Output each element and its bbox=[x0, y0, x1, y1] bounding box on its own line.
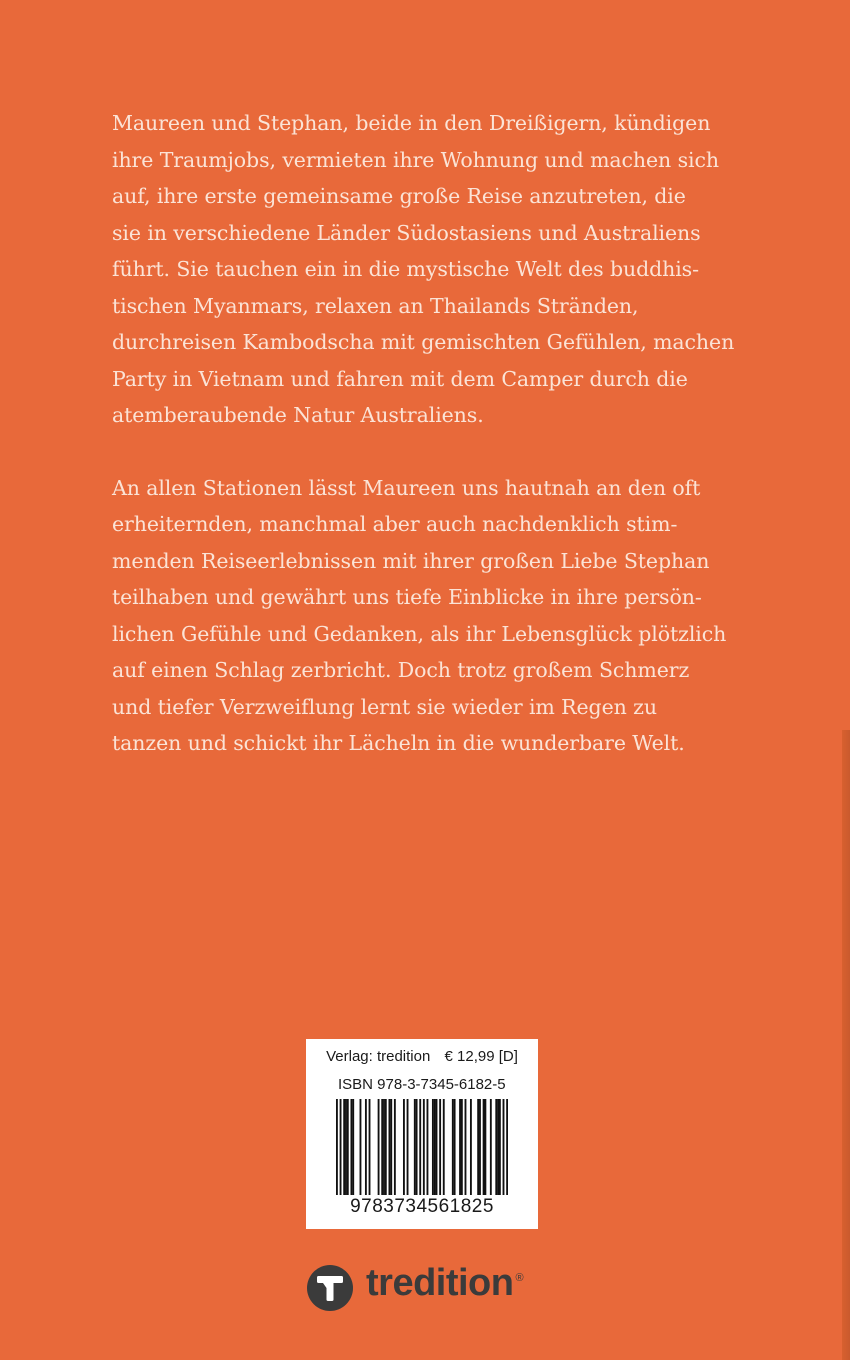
barcode-bar bbox=[427, 1099, 429, 1195]
barcode-bar bbox=[343, 1099, 345, 1195]
barcode-bar bbox=[477, 1099, 479, 1195]
barcode-bar bbox=[419, 1099, 421, 1195]
barcode-digits: 9783734561825 bbox=[350, 1196, 494, 1217]
barcode-bar bbox=[407, 1099, 409, 1195]
barcode-bar bbox=[360, 1099, 362, 1195]
blurb-line: tanzen und schickt ihr Lächeln in die wunderbare Welt. bbox=[112, 731, 685, 755]
blurb-line: auf einen Schlag zerbricht. Doch trotz großem Schmerz bbox=[112, 658, 690, 682]
blurb-line: lichen Gefühle und Gedanken, als ihr Lebensglück plötzlich bbox=[112, 621, 727, 646]
blurb-line: auf, ihre erste gemeinsame große Reise anzutreten, die bbox=[112, 184, 686, 208]
barcode-bar bbox=[452, 1099, 454, 1195]
barcode-bar bbox=[383, 1099, 385, 1195]
barcode-bar bbox=[347, 1099, 349, 1195]
blurb-line: und tiefer Verzweiflung lernt sie wieder im Regen zu bbox=[112, 694, 657, 719]
blurb-line: Maureen und Stephan, beide in den Dreißigern, kündigen bbox=[112, 111, 711, 135]
price-label: € 12,99 [D] bbox=[444, 1048, 518, 1065]
barcode-bar bbox=[461, 1099, 463, 1195]
barcode-bar bbox=[432, 1099, 434, 1195]
barcode-bar bbox=[434, 1099, 436, 1195]
barcode-bar bbox=[454, 1099, 456, 1195]
barcode-bar bbox=[340, 1099, 342, 1195]
blurb-line: tischen Myanmars, relaxen an Thailands Stränden, bbox=[112, 293, 639, 318]
barcode-bar bbox=[443, 1099, 445, 1195]
blurb-line: sie in verschiedene Länder Südostasiens und Australiens bbox=[112, 220, 701, 245]
blurb-paragraph-1 bbox=[112, 105, 752, 434]
barcode-bars bbox=[336, 1099, 508, 1195]
barcode-bar bbox=[506, 1099, 508, 1195]
barcode-bar bbox=[439, 1099, 441, 1195]
barcode-bar bbox=[436, 1099, 438, 1195]
barcode-bar bbox=[483, 1099, 485, 1195]
cover-edge-strip bbox=[842, 730, 850, 1360]
barcode-bar bbox=[378, 1099, 380, 1195]
barcode-bar bbox=[350, 1099, 352, 1195]
blurb-line: teilhaben und gewährt uns tiefe Einblicke in ihre persön- bbox=[112, 585, 702, 609]
barcode-bar bbox=[423, 1099, 425, 1195]
barcode-bar bbox=[389, 1099, 391, 1195]
barcode-bar bbox=[503, 1099, 505, 1195]
blurb-line: An allen Stationen lässt Maureen uns hautnah an den oft bbox=[112, 475, 701, 500]
barcode-bar bbox=[336, 1099, 338, 1195]
wordmark-text: tredition bbox=[366, 1262, 514, 1304]
blurb-line: atemberaubende Natur Australiens. bbox=[112, 403, 484, 427]
publisher-price-line bbox=[306, 1048, 538, 1065]
barcode-bar bbox=[470, 1099, 472, 1195]
barcode-bar bbox=[484, 1099, 486, 1195]
isbn-label: ISBN 978-3-7345-6182-5 bbox=[338, 1076, 506, 1093]
barcode-bar bbox=[365, 1099, 367, 1195]
blurb-line: ihre Traumjobs, vermieten ihre Wohnung und machen sich bbox=[112, 147, 719, 172]
tredition-logo-icon bbox=[306, 1264, 354, 1312]
blurb-line: Party in Vietnam und fahren mit dem Camper durch die bbox=[112, 366, 688, 391]
barcode-bar bbox=[414, 1099, 416, 1195]
barcode-bar bbox=[495, 1099, 497, 1195]
publisher-label: Verlag: tredition bbox=[326, 1048, 431, 1065]
back-cover-blurb bbox=[112, 105, 752, 762]
barcode-bar bbox=[479, 1099, 481, 1195]
blurb-line: führt. Sie tauchen ein in die mystische Welt des buddhis- bbox=[112, 257, 699, 281]
blurb-line: durchreisen Kambodscha mit gemischten Gefühlen, machen bbox=[112, 330, 735, 354]
barcode-bar bbox=[394, 1099, 396, 1195]
barcode-bar bbox=[490, 1099, 492, 1195]
tredition-wordmark bbox=[366, 1262, 523, 1305]
barcode-bar bbox=[345, 1099, 347, 1195]
barcode-bar bbox=[403, 1099, 405, 1195]
barcode-bar bbox=[416, 1099, 418, 1195]
paragraph-gap bbox=[112, 434, 752, 470]
blurb-paragraph-2 bbox=[112, 470, 752, 762]
barcode-bar bbox=[459, 1099, 461, 1195]
barcode-bar bbox=[390, 1099, 392, 1195]
barcode-bar bbox=[497, 1099, 499, 1195]
barcode-bar bbox=[465, 1099, 467, 1195]
registered-mark: ® bbox=[515, 1272, 524, 1285]
barcode-bar bbox=[385, 1099, 387, 1195]
barcode-bar bbox=[369, 1099, 371, 1195]
isbn-barcode-box bbox=[306, 1039, 538, 1229]
blurb-line: erheiternden, manchmal aber auch nachdenklich stim- bbox=[112, 512, 678, 536]
barcode-bar bbox=[352, 1099, 354, 1195]
barcode-bar bbox=[381, 1099, 383, 1195]
barcode-bar bbox=[499, 1099, 501, 1195]
blurb-line: menden Reiseerlebnissen mit ihrer großen Liebe Stephan bbox=[112, 548, 710, 573]
